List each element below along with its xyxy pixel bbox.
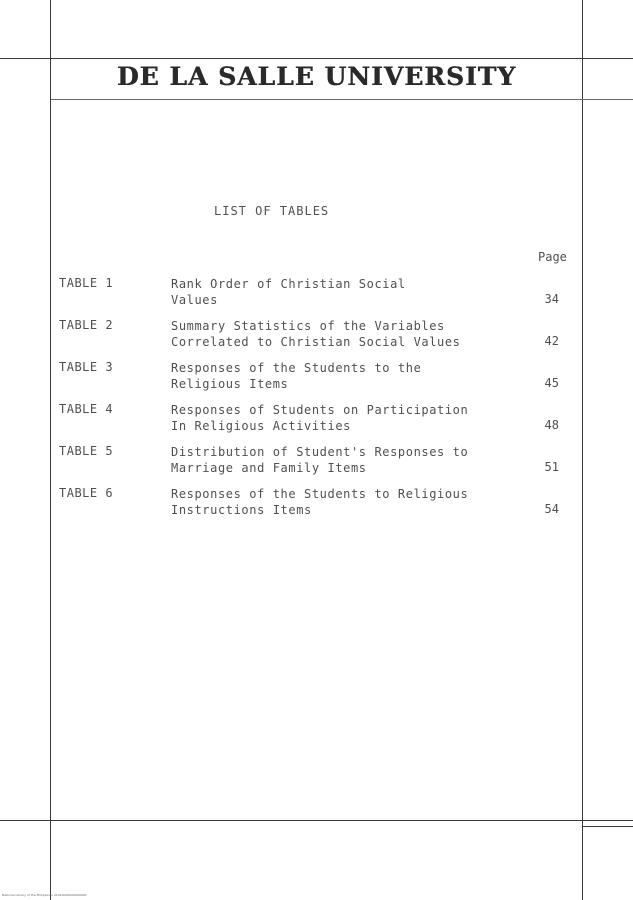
institution-header: DE LA SALLE UNIVERSITY (116, 62, 517, 91)
header-bottom-rule (51, 99, 633, 100)
toc-entry-table-6 (59, 486, 569, 522)
toc-table-title (171, 486, 531, 518)
footer-archive-note: National Library of the Philippines (2, 893, 53, 897)
toc-page-number: 42 (544, 334, 559, 348)
toc-table-label: TABLE 3 (59, 360, 114, 374)
toc-title-line: Summary Statistics of the Variables (171, 319, 445, 333)
toc-entry-table-4 (59, 402, 569, 438)
toc-title-line: Values (171, 293, 218, 307)
toc-table-title (171, 402, 531, 434)
toc-table-title (171, 276, 531, 308)
toc-page-number: 54 (544, 502, 559, 516)
toc-entry-table-2 (59, 318, 569, 354)
toc-title-line: Religious Items (171, 377, 289, 391)
toc-title-line: Marriage and Family Items (171, 461, 367, 475)
toc-page-number: 45 (544, 376, 559, 390)
toc-table-label: TABLE 6 (59, 486, 114, 500)
page-column-label: Page (538, 250, 567, 264)
toc-title-line: In Religious Activities (171, 419, 351, 433)
toc-title-line: Correlated to Christian Social Values (171, 335, 461, 349)
toc-title-line: Instructions Items (171, 503, 312, 517)
toc-title-line: Rank Order of Christian Social (171, 277, 406, 291)
toc-entry-table-5 (59, 444, 569, 480)
toc-table-title (171, 444, 531, 476)
toc-table-title (171, 360, 531, 392)
toc-title-line: Responses of the Students to the (171, 361, 422, 375)
toc-table-label: TABLE 2 (59, 318, 114, 332)
right-margin-rule (582, 0, 583, 900)
toc-entry-table-3 (59, 360, 569, 396)
left-margin-rule (50, 0, 51, 900)
toc-page-number: 34 (544, 292, 559, 306)
top-rule (0, 58, 633, 59)
toc-page-number: 51 (544, 460, 559, 474)
page-title: LIST OF TABLES (214, 204, 330, 218)
toc-page-number: 48 (544, 418, 559, 432)
toc-table-label: TABLE 4 (59, 402, 114, 416)
toc-table-title (171, 318, 531, 350)
toc-title-line: Distribution of Student's Responses to (171, 445, 469, 459)
footer-id-note: 01010000000000000 (54, 893, 87, 897)
bottom-rule (0, 820, 633, 821)
toc-table-label: TABLE 1 (59, 276, 114, 290)
toc-title-line: Responses of the Students to Religious (171, 487, 469, 501)
toc-title-line: Responses of Students on Participation (171, 403, 469, 417)
bottom-right-rule (582, 826, 633, 827)
toc-table-label: TABLE 5 (59, 444, 114, 458)
toc-entry-table-1 (59, 276, 569, 312)
